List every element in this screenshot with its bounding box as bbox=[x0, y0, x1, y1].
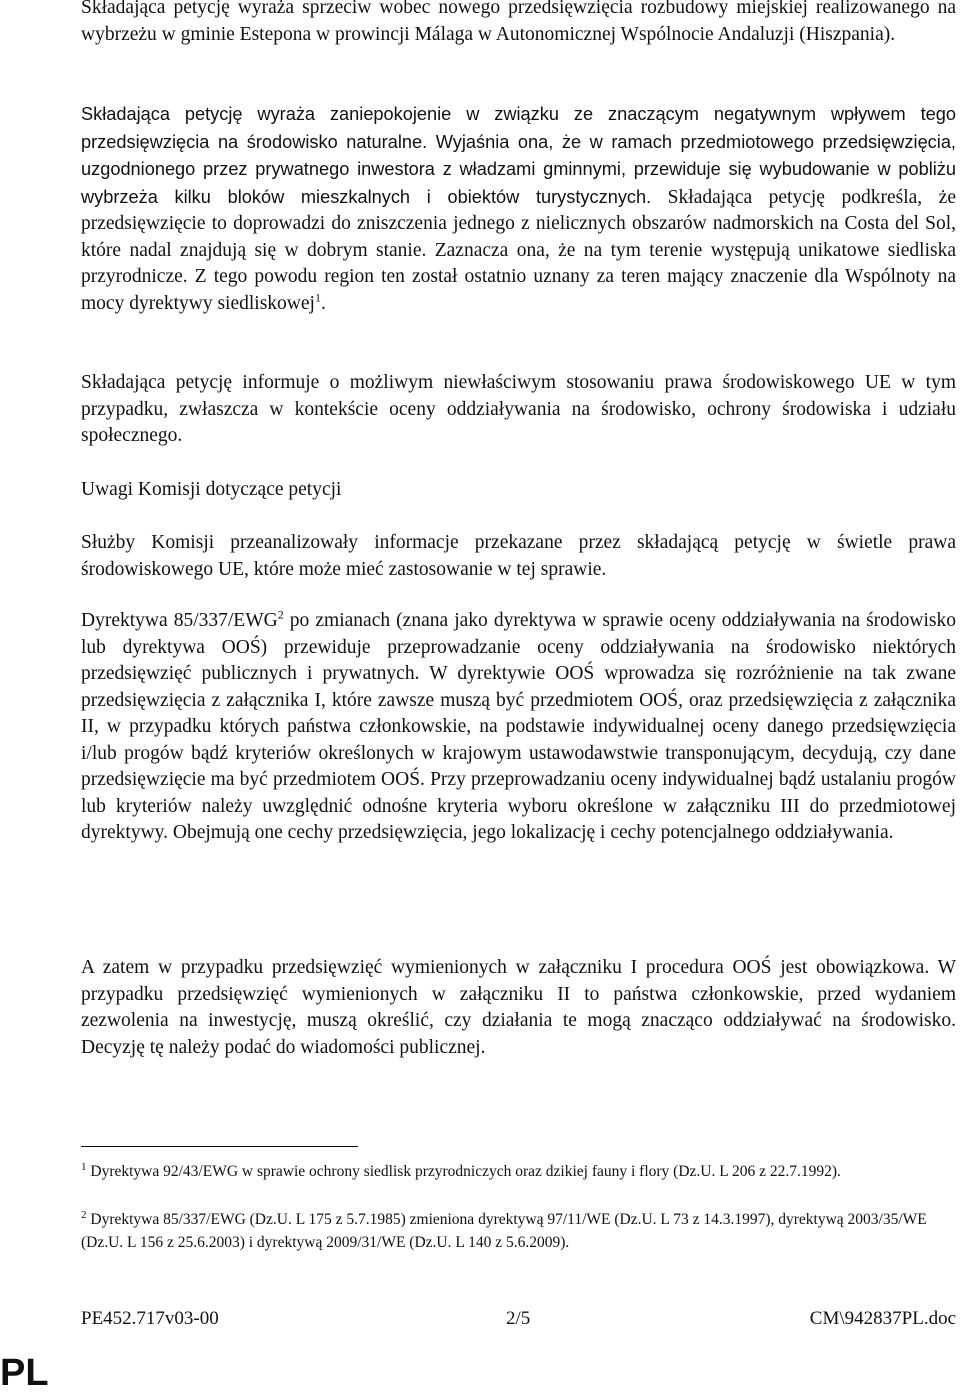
footnote-2-text: Dyrektywa 85/337/EWG (Dz.U. L 175 z 5.7.1985) zmieniona dyrektywą 97/11/WE (Dz.U. L 73 z 14.3.1997), dyrektywą 2003/35/WE (Dz.U. L 156 z 25.6.2003) i dyrektywą 2009/31/WE (Dz.U. L 140 z 5.6.2009). bbox=[81, 1211, 927, 1251]
paragraph-concerns-serif-part: Składająca petycję podkreśla, że przedsięwzięcie to doprowadzi do zniszczenia jednego z nielicznych obszarów nadmorskich na Costa del Sol, które nadal znajdują się w dobrym stanie. Zaznacza ona, że na tym terenie występują unikatowe siedliska przyrodnicze. Z tego powodu region ten został ostatnio uznany za teren mający znaczenie dla Wspólnoty na mocy dyrektywy siedliskowej bbox=[81, 186, 956, 314]
footnote-2-marker: 2 bbox=[81, 1208, 87, 1221]
section-heading: Uwagi Komisji dotyczące petycji bbox=[81, 479, 342, 500]
footnote-ref-2[interactable]: 2 bbox=[277, 607, 284, 622]
paragraph-concerns bbox=[81, 101, 956, 317]
paragraph-concerns-sans-part: Składająca petycję wyraża zaniepokojenie w związku ze znaczącym negatywnym wpływem tego przedsięwzięcia na środowisko naturalne. Wyjaśnia ona, że w ramach przedmiotowego przedsięwzięcia, uzgodnionego przez prywatnego inwestora z władzami gminnymi, przewiduje się wybudowanie w pobliżu wybrzeża kilku bloków mieszkalnych i obiektów turystycznych. bbox=[81, 104, 956, 207]
paragraph-objection: Składająca petycję wyraża sprzeciw wobec nowego przedsięwzięcia rozbudowy miejskiej realizowanego na wybrzeżu w gminie Estepona w prowincji Málaga w Autonomicznej Wspólnocie Andaluzji (Hiszpania). bbox=[81, 0, 956, 45]
footnote-1-text: Dyrektywa 92/43/EWG w sprawie ochrony siedlisk przyrodniczych oraz dzikiej fauny i flory (Dz.U. L 206 z 22.7.1992). bbox=[86, 1163, 841, 1180]
paragraph-eia-rest: po zmianach (znana jako dyrektywa w sprawie oceny oddziaływania na środowisko lub dyrektywa OOŚ) przewiduje przeprowadzanie oceny oddziaływania na środowisko niektórych przedsięwzięć publicznych i prywatnych. W dyrektywie OOŚ wprowadza się rozróżnienie na tak zwane przedsięwzięcia z załącznika I, które zawsze muszą być przedmiotem OOŚ, oraz przedsięwzięcia z załącznika II, w przypadku których państwa członkowskie, na podstawie indywidualnej oceny danego przedsięwzięcia i/lub progów bądź kryteriów określonych w krajowym ustawodawstwie transponującym, decydują, czy dane przedsięwzięcie ma być przedmiotem OOŚ. Przy przeprowadzaniu oceny indywidualnej bądź ustalaniu progów lub kryteriów należy uwzględnić odnośne kryteria wyboru określone w załączniku III do przedmiotowej dyrektywy. Obejmują one cechy przedsięwzięcia, jego lokalizację i cechy potencjalnego oddziaływania. bbox=[81, 610, 957, 843]
footnote-1-marker: 1 bbox=[81, 1160, 87, 1173]
footer-file-name: CM\942837PL.doc bbox=[809, 1308, 956, 1329]
paragraph-annex-procedure: A zatem w przypadku przedsięwzięć wymienionych w załączniku I procedura OOŚ jest obowiązkowa. W przypadku przedsięwzięć wymienionych w załączniku II to państwa członkowskie, przed wydaniem zezwolenia na inwestycję, muszą określić, czy działania te mogą znacząco oddziaływać na środowisko. Decyzję tę należy podać do wiadomości publicznej. bbox=[81, 957, 956, 1058]
paragraph-law-application: Składająca petycję informuje o możliwym niewłaściwym stosowaniu prawa środowiskowego UE w tym przypadku, zwłaszcza w kontekście oceny oddziaływania na środowisko, ochrony środowiska i udziału społecznego. bbox=[81, 372, 956, 446]
page-footer bbox=[81, 1306, 956, 1332]
footnote-ref-1[interactable]: 1 bbox=[314, 290, 321, 304]
footer-document-reference: PE452.717v03-00 bbox=[81, 1308, 219, 1329]
footnote-1 bbox=[81, 1160, 956, 1183]
language-tag: PL bbox=[0, 1352, 49, 1394]
paragraph-eia-start: Dyrektywa 85/337/EWG bbox=[81, 610, 278, 631]
footer-page-number: 2/5 bbox=[506, 1308, 531, 1329]
paragraph-concerns-end: . bbox=[320, 292, 326, 314]
paragraph-eia-directive bbox=[81, 608, 956, 847]
paragraph-commission-analysis: Służby Komisji przeanalizowały informacje przekazane przez składającą petycję w świetle prawa środowiskowego UE, które może mieć zastosowanie w tej sprawie. bbox=[81, 532, 956, 580]
footnote-2 bbox=[81, 1208, 956, 1254]
footnote-separator bbox=[81, 1146, 358, 1147]
